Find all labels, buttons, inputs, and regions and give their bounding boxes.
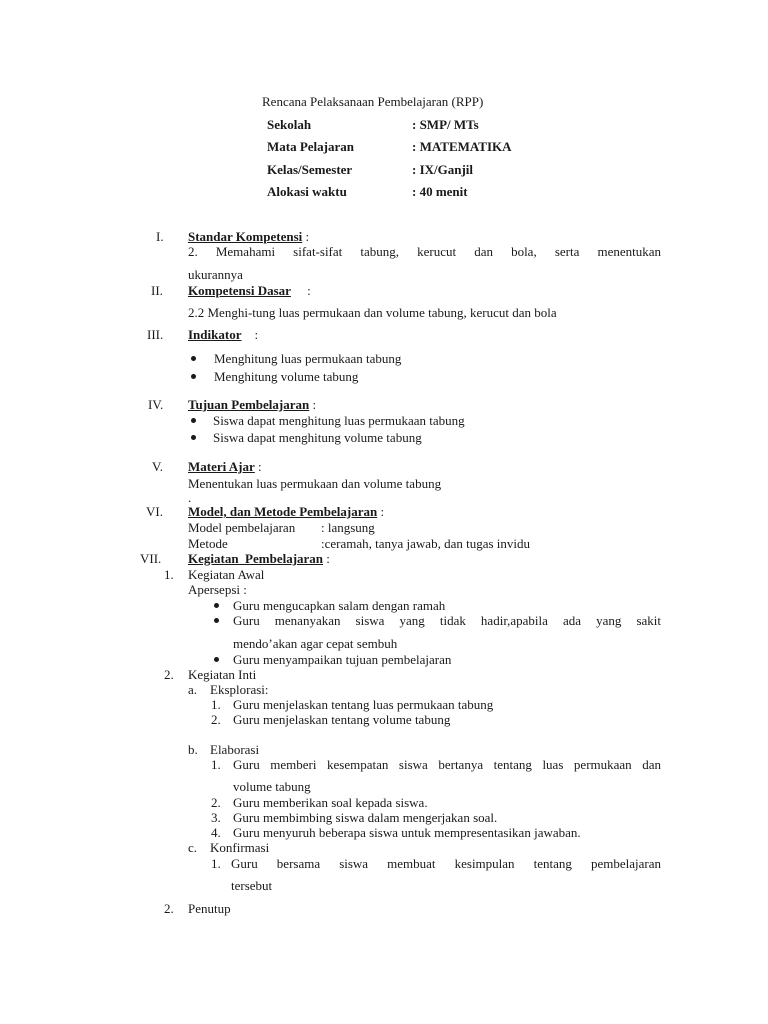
item-number: 1. (211, 697, 221, 712)
step-number: 2. (164, 667, 174, 682)
section-number: IV. (148, 397, 164, 412)
header-value-sekolah: : SMP/ MTs (412, 117, 479, 132)
section-title: Kegiatan Pembelajaran (188, 551, 324, 566)
konfirmasi-title: Konfirmasi (210, 840, 270, 855)
bullet-icon (191, 374, 196, 379)
sub-letter: a. (188, 682, 198, 697)
list-item-cont: mendo’akan agar cepat sembuh (233, 636, 398, 651)
section-heading (188, 459, 262, 474)
section-colon: : (302, 229, 310, 244)
list-item: Guru menjelaskan tentang volume tabung (233, 712, 451, 727)
section-title: Kompetensi Dasar (188, 283, 291, 298)
list-item: Guru menjelaskan tentang luas permukaan tabung (233, 697, 494, 712)
apersepsi-label: Apersepsi : (188, 582, 247, 597)
list-item: Siswa dapat menghitung volume tabung (213, 430, 422, 445)
bullet-icon (191, 418, 196, 423)
bullet-icon (214, 603, 219, 608)
section-heading (188, 504, 384, 519)
elaborasi-title: Elaborasi (210, 742, 260, 757)
step-number: 1. (164, 567, 174, 582)
section-colon: : (290, 283, 311, 298)
section-number: III. (147, 327, 164, 342)
list-item-cont: tersebut (231, 878, 273, 893)
list-item: Guru mengucapkan salam dengan ramah (233, 598, 446, 613)
eksplorasi-title: Eksplorasi: (210, 682, 269, 697)
header-label-sekolah: Sekolah (267, 117, 312, 132)
header-label-mapel: Mata Pelajaran (267, 139, 355, 154)
list-item: Menghitung luas permukaan tabung (214, 351, 402, 366)
header-value-alokasi: : 40 menit (412, 184, 468, 199)
section-number: VII. (140, 551, 162, 566)
section-colon: : (254, 459, 262, 474)
section-title: Indikator (188, 327, 242, 342)
list-item-cont: volume tabung (233, 779, 311, 794)
list-item: Siswa dapat menghitung luas permukaan tabung (213, 413, 465, 428)
bullet-icon (191, 435, 196, 440)
item-number: 3. (211, 810, 221, 825)
section-title: Model, dan Metode Pembelajaran (188, 504, 378, 519)
item-number: 1. (211, 856, 221, 871)
materi-ajar-dot: . (188, 490, 192, 505)
list-item: Guru membimbing siswa dalam mengerjakan soal. (233, 810, 498, 825)
header-value-mapel: : MATEMATIKA (412, 139, 512, 154)
bullet-icon (214, 657, 219, 662)
item-number: 2. (211, 712, 221, 727)
metode-label: Metode (188, 536, 228, 551)
kegiatan-awal-title: Kegiatan Awal (188, 567, 265, 582)
list-item: Guru menanyakan siswa yang tidak hadir,apabila ada yang sakit (233, 613, 661, 628)
standar-kompetensi-text: 2. Memahami sifat-sifat tabung, kerucut dan bola, serta menentukan (188, 244, 661, 259)
section-number: VI. (146, 504, 163, 519)
list-item: Menghitung volume tabung (214, 369, 359, 384)
header-label-kelas: Kelas/Semester (267, 162, 353, 177)
sub-letter: c. (188, 840, 198, 855)
kegiatan-inti-title: Kegiatan Inti (188, 667, 257, 682)
list-item: Guru memberikan soal kepada siswa. (233, 795, 428, 810)
sub-letter: b. (188, 742, 198, 757)
list-item: Guru menyampaikan tujuan pembelajaran (233, 652, 452, 667)
section-heading (188, 283, 311, 298)
section-heading (188, 551, 330, 566)
list-item: Guru memberi kesempatan siswa bertanya tentang luas permukaan dan (233, 757, 661, 772)
section-title: Standar Kompetensi (188, 229, 303, 244)
penutup-title: Penutup (188, 901, 231, 916)
document-title: Rencana Pelaksanaan Pembelajaran (RPP) (262, 94, 484, 109)
section-title: Materi Ajar (188, 459, 255, 474)
step-number: 2. (164, 901, 174, 916)
section-heading (188, 327, 258, 342)
standar-kompetensi-text-cont: ukurannya (188, 267, 243, 282)
list-item: Guru menyuruh beberapa siswa untuk mempresentasikan jawaban. (233, 825, 581, 840)
item-number: 1. (211, 757, 221, 772)
materi-ajar-text: Menentukan luas permukaan dan volume tabung (188, 476, 442, 491)
section-colon: : (323, 551, 330, 566)
model-label: Model pembelajaran (188, 520, 296, 535)
section-colon: : (309, 397, 317, 412)
model-value: : langsung (321, 520, 375, 535)
bullet-icon (191, 356, 196, 361)
section-heading (188, 229, 309, 244)
item-number: 4. (211, 825, 221, 840)
header-value-kelas: : IX/Ganjil (412, 162, 474, 177)
list-item: Guru bersama siswa membuat kesimpulan tentang pembelajaran (231, 856, 661, 871)
item-number: 2. (211, 795, 221, 810)
bullet-icon (214, 618, 219, 623)
section-colon: : (377, 504, 385, 519)
section-colon: : (241, 327, 259, 342)
kompetensi-dasar-text: 2.2 Menghi-tung luas permukaan dan volume tabung, kerucut dan bola (188, 305, 557, 320)
section-number: I. (156, 229, 164, 244)
section-number: V. (152, 459, 163, 474)
section-heading (188, 397, 316, 412)
header-label-alokasi: Alokasi waktu (267, 184, 347, 199)
section-title: Tujuan Pembelajaran (188, 397, 310, 412)
section-number: II. (151, 283, 163, 298)
metode-value: :ceramah, tanya jawab, dan tugas invidu (321, 536, 531, 551)
